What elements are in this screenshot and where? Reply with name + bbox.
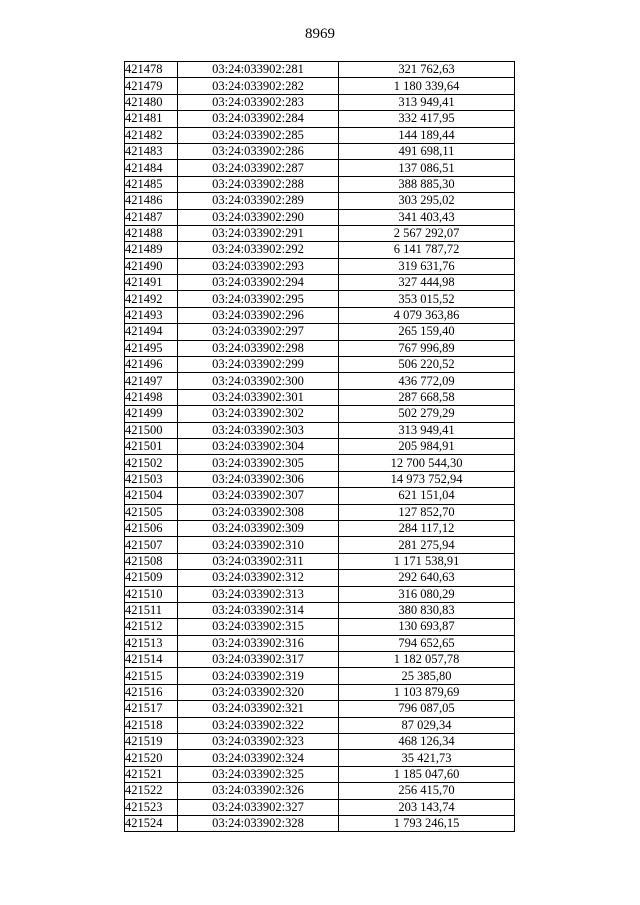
- row-number-cell: 421489: [125, 242, 178, 258]
- cadastral-number-cell: 03:24:033902:316: [178, 635, 339, 651]
- table-row: [125, 176, 515, 192]
- cadastral-number-cell: 03:24:033902:285: [178, 127, 339, 143]
- row-number-cell: 421521: [125, 766, 178, 782]
- cadastral-value-cell: 506 220,52: [339, 357, 515, 373]
- cadastral-number-cell: 03:24:033902:326: [178, 783, 339, 799]
- table-row: [125, 193, 515, 209]
- table-row: [125, 160, 515, 176]
- cadastral-number-cell: 03:24:033902:325: [178, 766, 339, 782]
- row-number-cell: 421515: [125, 668, 178, 684]
- cadastral-number-cell: 03:24:033902:290: [178, 209, 339, 225]
- cadastral-value-cell: 767 996,89: [339, 340, 515, 356]
- cadastral-number-cell: 03:24:033902:283: [178, 94, 339, 110]
- row-number-cell: 421517: [125, 701, 178, 717]
- row-number-cell: 421512: [125, 619, 178, 635]
- row-number-cell: 421486: [125, 193, 178, 209]
- table-row: [125, 504, 515, 520]
- table-row: [125, 291, 515, 307]
- table-row: [125, 422, 515, 438]
- table-row: [125, 111, 515, 127]
- cadastral-value-cell: 1 171 538,91: [339, 553, 515, 569]
- cadastral-number-cell: 03:24:033902:287: [178, 160, 339, 176]
- table-row: [125, 537, 515, 553]
- table-row: [125, 471, 515, 487]
- row-number-cell: 421479: [125, 78, 178, 94]
- table-row: [125, 488, 515, 504]
- table-row: [125, 553, 515, 569]
- cadastral-value-cell: 380 830,83: [339, 602, 515, 618]
- cadastral-number-cell: 03:24:033902:315: [178, 619, 339, 635]
- table-row: [125, 799, 515, 815]
- table-row: [125, 717, 515, 733]
- row-number-cell: 421522: [125, 783, 178, 799]
- row-number-cell: 421516: [125, 684, 178, 700]
- cadastral-number-cell: 03:24:033902:319: [178, 668, 339, 684]
- cadastral-value-cell: 265 159,40: [339, 324, 515, 340]
- row-number-cell: 421518: [125, 717, 178, 733]
- cadastral-value-cell: 256 415,70: [339, 783, 515, 799]
- cadastral-value-cell: 321 762,63: [339, 62, 515, 78]
- table-row: [125, 734, 515, 750]
- row-number-cell: 421485: [125, 176, 178, 192]
- cadastral-number-cell: 03:24:033902:307: [178, 488, 339, 504]
- cadastral-value-cell: 284 117,12: [339, 520, 515, 536]
- row-number-cell: 421499: [125, 406, 178, 422]
- cadastral-value-cell: 621 151,04: [339, 488, 515, 504]
- page-number: 8969: [305, 26, 335, 42]
- cadastral-number-cell: 03:24:033902:324: [178, 750, 339, 766]
- table-row: [125, 324, 515, 340]
- cadastral-value-cell: 287 668,58: [339, 389, 515, 405]
- row-number-cell: 421497: [125, 373, 178, 389]
- cadastral-number-cell: 03:24:033902:289: [178, 193, 339, 209]
- row-number-cell: 421514: [125, 652, 178, 668]
- table-row: [125, 701, 515, 717]
- row-number-cell: 421484: [125, 160, 178, 176]
- cadastral-value-cell: 1 185 047,60: [339, 766, 515, 782]
- row-number-cell: 421488: [125, 225, 178, 241]
- cadastral-number-cell: 03:24:033902:305: [178, 455, 339, 471]
- row-number-cell: 421501: [125, 438, 178, 454]
- row-number-cell: 421509: [125, 570, 178, 586]
- cadastral-value-table: [124, 61, 515, 832]
- row-number-cell: 421487: [125, 209, 178, 225]
- cadastral-value-cell: 468 126,34: [339, 734, 515, 750]
- cadastral-value-cell: 87 029,34: [339, 717, 515, 733]
- table-row: [125, 78, 515, 94]
- cadastral-value-cell: 388 885,30: [339, 176, 515, 192]
- cadastral-number-cell: 03:24:033902:301: [178, 389, 339, 405]
- cadastral-number-cell: 03:24:033902:281: [178, 62, 339, 78]
- cadastral-number-cell: 03:24:033902:321: [178, 701, 339, 717]
- table-row: [125, 258, 515, 274]
- table-row: [125, 750, 515, 766]
- row-number-cell: 421495: [125, 340, 178, 356]
- cadastral-number-cell: 03:24:033902:293: [178, 258, 339, 274]
- cadastral-value-cell: 203 143,74: [339, 799, 515, 815]
- cadastral-value-cell: 4 079 363,86: [339, 307, 515, 323]
- row-number-cell: 421510: [125, 586, 178, 602]
- cadastral-number-cell: 03:24:033902:286: [178, 143, 339, 159]
- table-row: [125, 602, 515, 618]
- row-number-cell: 421478: [125, 62, 178, 78]
- cadastral-number-cell: 03:24:033902:311: [178, 553, 339, 569]
- cadastral-value-cell: 332 417,95: [339, 111, 515, 127]
- cadastral-number-cell: 03:24:033902:300: [178, 373, 339, 389]
- cadastral-value-cell: 137 086,51: [339, 160, 515, 176]
- row-number-cell: 421508: [125, 553, 178, 569]
- table-row: [125, 652, 515, 668]
- cadastral-value-cell: 502 279,29: [339, 406, 515, 422]
- cadastral-number-cell: 03:24:033902:296: [178, 307, 339, 323]
- table-row: [125, 406, 515, 422]
- cadastral-value-cell: 12 700 544,30: [339, 455, 515, 471]
- row-number-cell: 421502: [125, 455, 178, 471]
- row-number-cell: 421504: [125, 488, 178, 504]
- table-row: [125, 455, 515, 471]
- cadastral-number-cell: 03:24:033902:292: [178, 242, 339, 258]
- table-row: [125, 684, 515, 700]
- cadastral-value-cell: 35 421,73: [339, 750, 515, 766]
- cadastral-value-cell: 796 087,05: [339, 701, 515, 717]
- cadastral-value-cell: 491 698,11: [339, 143, 515, 159]
- cadastral-number-cell: 03:24:033902:322: [178, 717, 339, 733]
- table-row: [125, 570, 515, 586]
- cadastral-value-cell: 436 772,09: [339, 373, 515, 389]
- row-number-cell: 421493: [125, 307, 178, 323]
- cadastral-value-cell: 6 141 787,72: [339, 242, 515, 258]
- cadastral-number-cell: 03:24:033902:282: [178, 78, 339, 94]
- row-number-cell: 421520: [125, 750, 178, 766]
- row-number-cell: 421491: [125, 275, 178, 291]
- table-row: [125, 766, 515, 782]
- cadastral-number-cell: 03:24:033902:294: [178, 275, 339, 291]
- row-number-cell: 421524: [125, 815, 178, 831]
- cadastral-number-cell: 03:24:033902:298: [178, 340, 339, 356]
- table-row: [125, 373, 515, 389]
- cadastral-number-cell: 03:24:033902:297: [178, 324, 339, 340]
- table-row: [125, 127, 515, 143]
- cadastral-number-cell: 03:24:033902:312: [178, 570, 339, 586]
- table-row: [125, 635, 515, 651]
- table-row: [125, 143, 515, 159]
- cadastral-number-cell: 03:24:033902:304: [178, 438, 339, 454]
- cadastral-number-cell: 03:24:033902:302: [178, 406, 339, 422]
- cadastral-value-cell: 144 189,44: [339, 127, 515, 143]
- row-number-cell: 421506: [125, 520, 178, 536]
- cadastral-number-cell: 03:24:033902:303: [178, 422, 339, 438]
- table-row: [125, 225, 515, 241]
- cadastral-number-cell: 03:24:033902:328: [178, 815, 339, 831]
- cadastral-number-cell: 03:24:033902:317: [178, 652, 339, 668]
- cadastral-value-cell: 1 793 246,15: [339, 815, 515, 831]
- cadastral-value-cell: 313 949,41: [339, 422, 515, 438]
- cadastral-value-cell: 127 852,70: [339, 504, 515, 520]
- table-row: [125, 209, 515, 225]
- cadastral-value-cell: 794 652,65: [339, 635, 515, 651]
- cadastral-number-cell: 03:24:033902:299: [178, 357, 339, 373]
- row-number-cell: 421483: [125, 143, 178, 159]
- cadastral-value-cell: 25 385,80: [339, 668, 515, 684]
- cadastral-value-cell: 341 403,43: [339, 209, 515, 225]
- cadastral-number-cell: 03:24:033902:320: [178, 684, 339, 700]
- table-row: [125, 62, 515, 78]
- table-row: [125, 357, 515, 373]
- table-row: [125, 275, 515, 291]
- row-number-cell: 421503: [125, 471, 178, 487]
- cadastral-value-cell: 316 080,29: [339, 586, 515, 602]
- row-number-cell: 421492: [125, 291, 178, 307]
- cadastral-value-cell: 319 631,76: [339, 258, 515, 274]
- cadastral-value-cell: 1 103 879,69: [339, 684, 515, 700]
- row-number-cell: 421513: [125, 635, 178, 651]
- cadastral-number-cell: 03:24:033902:309: [178, 520, 339, 536]
- row-number-cell: 421496: [125, 357, 178, 373]
- row-number-cell: 421500: [125, 422, 178, 438]
- cadastral-number-cell: 03:24:033902:310: [178, 537, 339, 553]
- cadastral-value-cell: 327 444,98: [339, 275, 515, 291]
- table-row: [125, 619, 515, 635]
- cadastral-number-cell: 03:24:033902:284: [178, 111, 339, 127]
- row-number-cell: 421505: [125, 504, 178, 520]
- row-number-cell: 421519: [125, 734, 178, 750]
- row-number-cell: 421481: [125, 111, 178, 127]
- cadastral-value-cell: 281 275,94: [339, 537, 515, 553]
- cadastral-number-cell: 03:24:033902:288: [178, 176, 339, 192]
- table-row: [125, 94, 515, 110]
- cadastral-value-cell: 353 015,52: [339, 291, 515, 307]
- row-number-cell: 421523: [125, 799, 178, 815]
- cadastral-value-cell: 303 295,02: [339, 193, 515, 209]
- table-row: [125, 815, 515, 831]
- cadastral-value-cell: 130 693,87: [339, 619, 515, 635]
- cadastral-value-cell: 14 973 752,94: [339, 471, 515, 487]
- cadastral-value-cell: 313 949,41: [339, 94, 515, 110]
- table-body: [125, 62, 515, 832]
- cadastral-value-cell: 205 984,91: [339, 438, 515, 454]
- cadastral-number-cell: 03:24:033902:327: [178, 799, 339, 815]
- cadastral-number-cell: 03:24:033902:295: [178, 291, 339, 307]
- cadastral-value-cell: 1 182 057,78: [339, 652, 515, 668]
- row-number-cell: 421490: [125, 258, 178, 274]
- row-number-cell: 421480: [125, 94, 178, 110]
- table-row: [125, 389, 515, 405]
- row-number-cell: 421511: [125, 602, 178, 618]
- row-number-cell: 421507: [125, 537, 178, 553]
- cadastral-value-cell: 292 640,63: [339, 570, 515, 586]
- table-row: [125, 438, 515, 454]
- table-row: [125, 783, 515, 799]
- table-row: [125, 668, 515, 684]
- row-number-cell: 421498: [125, 389, 178, 405]
- row-number-cell: 421494: [125, 324, 178, 340]
- cadastral-number-cell: 03:24:033902:306: [178, 471, 339, 487]
- cadastral-value-cell: 1 180 339,64: [339, 78, 515, 94]
- cadastral-number-cell: 03:24:033902:313: [178, 586, 339, 602]
- row-number-cell: 421482: [125, 127, 178, 143]
- cadastral-number-cell: 03:24:033902:308: [178, 504, 339, 520]
- table-row: [125, 520, 515, 536]
- cadastral-value-cell: 2 567 292,07: [339, 225, 515, 241]
- cadastral-number-cell: 03:24:033902:323: [178, 734, 339, 750]
- table-row: [125, 307, 515, 323]
- cadastral-number-cell: 03:24:033902:291: [178, 225, 339, 241]
- table-row: [125, 242, 515, 258]
- cadastral-number-cell: 03:24:033902:314: [178, 602, 339, 618]
- table-row: [125, 586, 515, 602]
- table-row: [125, 340, 515, 356]
